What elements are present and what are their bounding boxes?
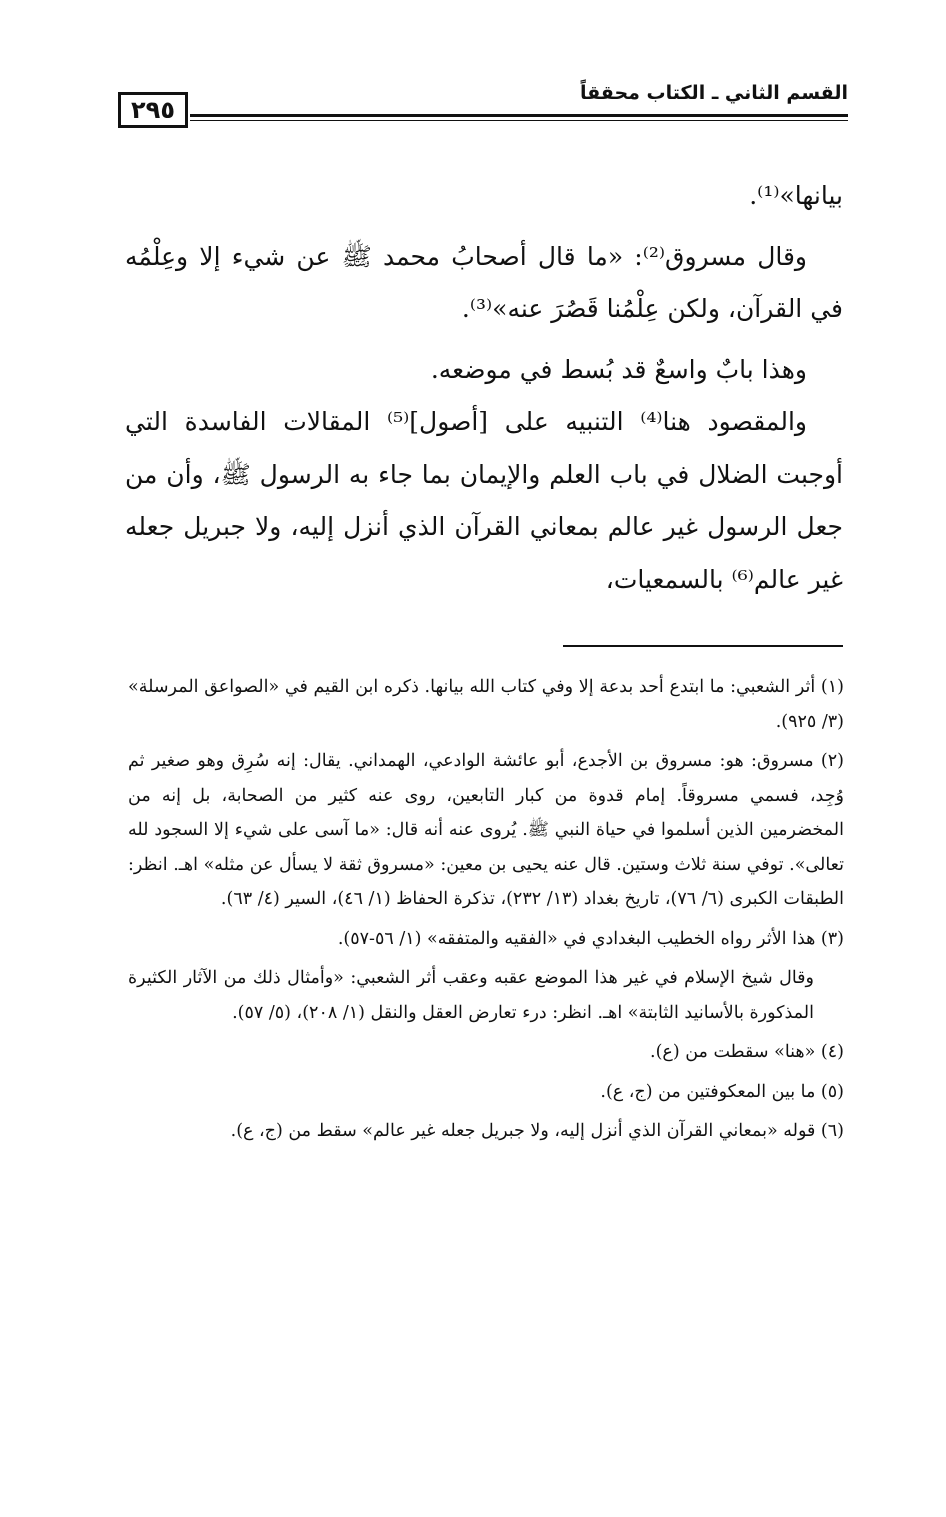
header-rule [190,114,848,117]
footnotes [128,670,844,1154]
footnote-4: (٤) «هنا» سقطت من (ع). [650,1042,844,1062]
footnote-3-continuation: وقال شيخ الإسلام في غير هذا الموضع عقبه وعقب أثر الشعبي: «وأمثال ذلك من الآثار الكثيرة المذكورة بالأسانيد الثابتة» اهـ. انظر: درء تعارض العقل والنقل (١/ ٢٠٨)، (٥/ ٥٧). [128,968,814,1023]
footnote-3: (٣) هذا الأثر رواه الخطيب البغدادي في «الفقيه والمتفقه» (١/ ٥٦-٥٧). [337,928,844,949]
paragraph-masruq-quote: وقال مسروق⁽²⁾: «ما قال أصحابُ محمد ﷺ عن شيء إلا وعِلْمُه في القرآن، ولكن عِلْمُنا قَصُرَ عنه»⁽³⁾. [125,241,843,323]
main-text [125,170,843,606]
footnote-5: (٥) ما بين المعكوفتين من (ج، ع). [600,1081,844,1102]
running-title: القسم الثاني ـ الكتاب محققاً [579,82,848,104]
footnote-6: (٦) قوله «بمعاني القرآن الذي أنزل إليه، ولا جبريل جعله غير عالم» سقط من (ج، ع). [230,1121,844,1141]
page-number: ٢٩٥ [118,92,188,128]
header-rule-thin [190,120,848,121]
page-header [118,78,848,138]
paragraph-purpose: والمقصود هنا⁽⁴⁾ التنبيه على [أصول]⁽⁵⁾ المقالات الفاسدة التي أوجبت الضلال في باب العلم والإيمان بما جاء به الرسول ﷺ، وأن من جعل الرسول غير عالم بمعاني القرآن الذي أنزل إليه، ولا جبريل جعله غير عالم⁽⁶⁾ بالسمعيات، [125,407,843,594]
footnote-2: (٢) مسروق: هو: مسروق بن الأجدع، أبو عائشة الوادعي، الهمداني. يقال: إنه سُرِق وهو صغير ثم وُجِد، فسمي مسروقاً. إمام قدوة من كبار التابعين، روى عنه كثير من الصحابة، بل إنه من المخضرمين الذين أسلموا في حياة النبي ﷺ. يُروى عنه أنه قال: «ما آسى على شيء إلا السجود لله تعالى». توفي سنة ثلاث وستين. قال عنه يحيى بن معين: «مسروق ثقة لا يسأل عن مثله» اهـ. انظر: الطبقات الكبرى (٦/ ٧٦)، تاريخ بغداد (١٣/ ٢٣٢)، تذكرة الحفاظ (١/ ٤٦)، السير (٤/ ٦٣). [128,751,844,909]
paragraph-continuation: بيانها»⁽¹⁾. [749,181,843,210]
paragraph-wide-chapter: وهذا بابٌ واسعٌ قد بُسط في موضعه. [430,354,807,384]
footnote-separator [563,645,843,647]
footnote-1: (١) أثر الشعبي: ما ابتدع أحد بدعة إلا وفي كتاب الله بيانها. ذكره ابن القيم في «الصواعق المرسلة» (٣/ ٩٢٥). [128,677,844,732]
